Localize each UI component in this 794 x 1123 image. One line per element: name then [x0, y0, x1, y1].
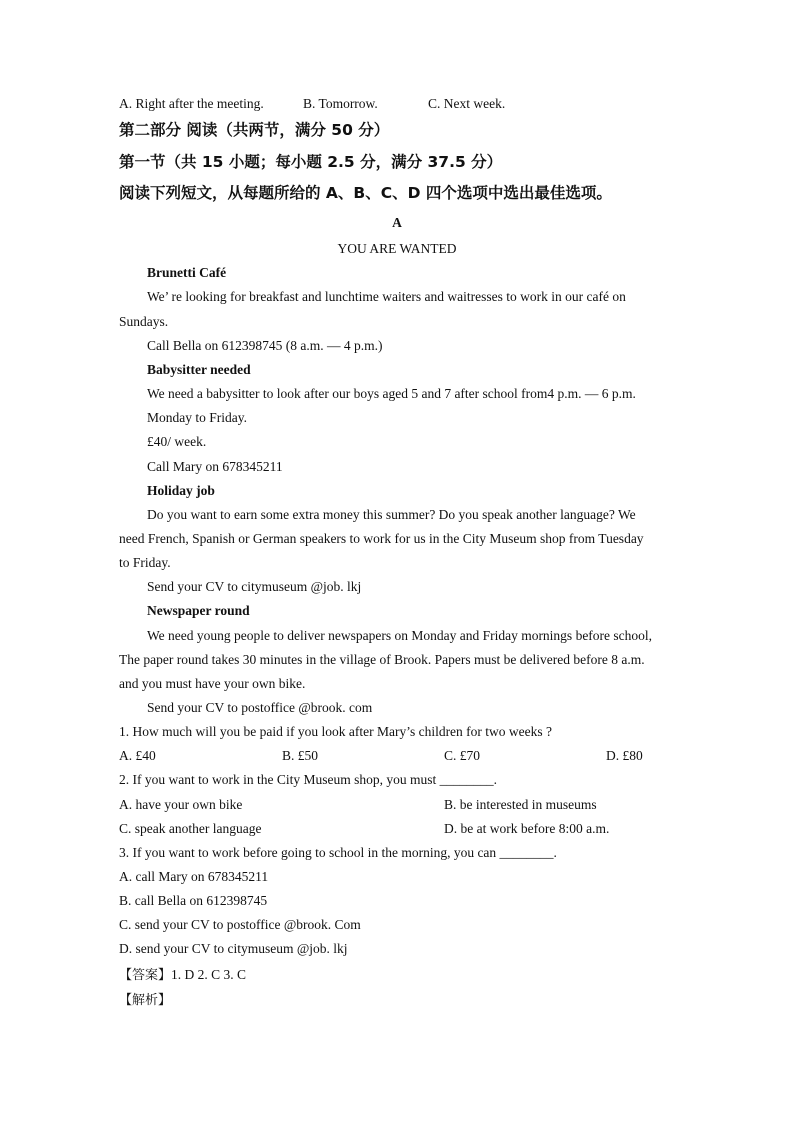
question-1-option-a: A. £40 [119, 748, 156, 763]
question-2-option-d: D. be at work before 8:00 a.m. [444, 821, 610, 836]
ad-cafe-line: Sundays. [119, 314, 169, 329]
ad-babysitter-line: Monday to Friday. [147, 410, 247, 425]
ad-cafe-line: We’ re looking for breakfast and lunchtime waiters and waitresses to work in our café on [147, 289, 626, 304]
prev-option-b: B. Tomorrow. [303, 96, 378, 111]
question-2-stem: 2. If you want to work in the City Museum shop, you must ________. [119, 772, 497, 787]
question-1-option-d: D. £80 [606, 748, 643, 763]
ad-heading-holiday: Holiday job [147, 483, 215, 498]
passage-letter: A [392, 215, 402, 230]
question-3-option-c: C. send your CV to postoffice @brook. Com [119, 917, 361, 932]
passage-title: YOU ARE WANTED [337, 241, 457, 256]
ad-newspaper-line: The paper round takes 30 minutes in the village of Brook. Papers must be delivered before 8 a.m. [119, 652, 645, 667]
question-3-option-b: B. call Bella on 612398745 [119, 893, 268, 908]
prev-option-a: A. Right after the meeting. [119, 96, 264, 111]
ad-holiday-line: Do you want to earn some extra money this summer? Do you speak another language? We [147, 507, 636, 522]
question-1-option-c: C. £70 [444, 748, 481, 763]
ad-newspaper-line: and you must have your own bike. [119, 676, 306, 691]
ad-heading-cafe: Brunetti Café [147, 265, 227, 280]
ad-heading-babysitter: Babysitter needed [147, 362, 251, 377]
question-3-stem: 3. If you want to work before going to school in the morning, you can ________. [119, 845, 557, 860]
question-2-option-a: A. have your own bike [119, 797, 243, 812]
analysis-label: 【解析】 [119, 993, 172, 1008]
section-one-header: 第一节（共 15 小题；每小题 2.5 分，满分 37.5 分） [119, 153, 503, 171]
instruction-text: 阅读下列短文，从每题所给的 A、B、C、D 四个选项中选出最佳选项。 [119, 184, 612, 202]
ad-babysitter-line: Call Mary on 678345211 [147, 459, 283, 474]
prev-option-c: C. Next week. [428, 96, 506, 111]
question-1-option-b: B. £50 [282, 748, 319, 763]
ad-babysitter-line: We need a babysitter to look after our boys aged 5 and 7 after school from4 p.m. — 6 p.m. [147, 386, 636, 401]
question-3-option-a: A. call Mary on 678345211 [119, 869, 269, 884]
answer-values: 1. D 2. C 3. C [171, 967, 247, 982]
ad-cafe-line: Call Bella on 612398745 (8 a.m. — 4 p.m.) [147, 338, 383, 353]
ad-holiday-line: need French, Spanish or German speakers to work for us in the City Museum shop from Tuesday [119, 531, 644, 546]
ad-babysitter-line: £40/ week. [147, 434, 207, 449]
part-two-header: 第二部分 阅读（共两节，满分 50 分） [119, 121, 390, 139]
question-2-option-b: B. be interested in museums [444, 797, 597, 812]
question-3-option-d: D. send your CV to citymuseum @job. lkj [119, 941, 348, 956]
question-1-stem: 1. How much will you be paid if you look after Mary’s children for two weeks ? [119, 724, 553, 739]
question-2-option-c: C. speak another language [119, 821, 262, 836]
answer-line [119, 966, 246, 985]
ad-newspaper-line: Send your CV to postoffice @brook. com [147, 700, 373, 715]
ad-heading-newspaper: Newspaper round [147, 603, 250, 618]
ad-holiday-line: to Friday. [119, 555, 171, 570]
ad-holiday-line: Send your CV to citymuseum @job. lkj [147, 579, 362, 594]
ad-newspaper-line: We need young people to deliver newspapers on Monday and Friday mornings before school, [147, 628, 653, 643]
answer-label: 【答案】 [119, 968, 172, 983]
